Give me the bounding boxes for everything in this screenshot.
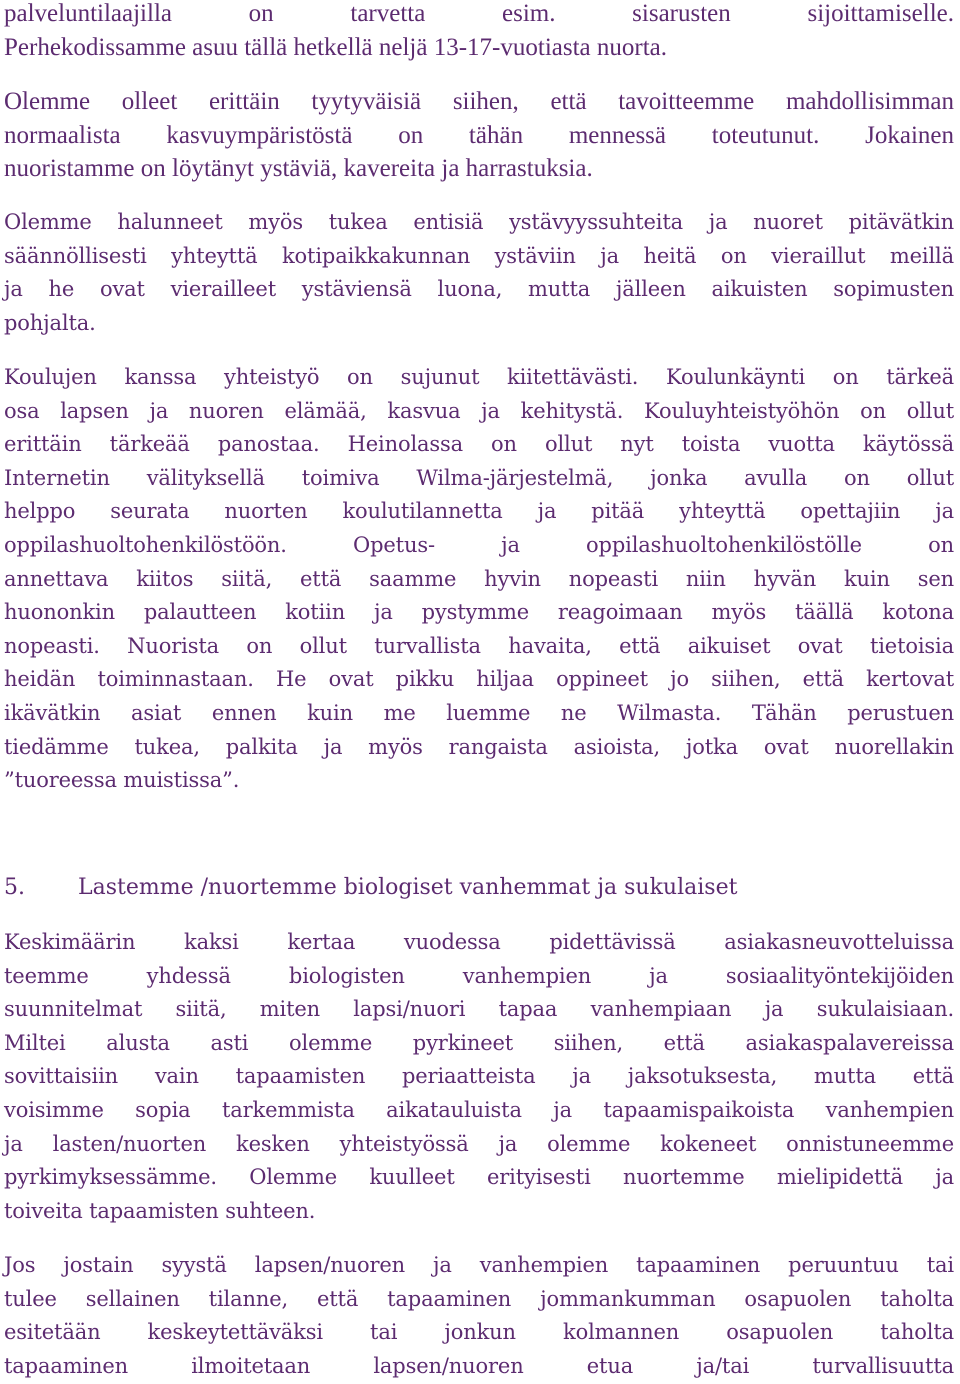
section-number: 5.	[4, 875, 25, 900]
text-line: helppo seurata nuorten koulutilannetta ja pitää yhteyttä opettajiin ja	[4, 499, 954, 524]
text-line: tulee sellainen tilanne, että tapaaminen jommankumman osapuolen taholta	[4, 1286, 954, 1311]
text-line: teemme yhdessä biologisten vanhempien ja sosiaalityöntekijöiden	[4, 963, 954, 988]
paragraph-satisfied	[4, 85, 954, 186]
text-line: heidän toiminnastaan. He ovat pikku hiljaa oppineet jo siihen, että kertovat	[4, 667, 954, 692]
text-line: Miltei alusta asti olemme pyrkineet siihen, että asiakaspalavereissa	[4, 1030, 954, 1055]
text-line: huononkin palautteen kotiin ja pystymme reagoimaan myös täällä kotona	[4, 600, 954, 625]
text-line: osa lapsen ja nuoren elämää, kasvua ja kehitystä. Kouluyhteistyöhön on ollut	[4, 398, 954, 423]
paragraph-cancel	[4, 1249, 954, 1383]
text-line: ja lasten/nuorten kesken yhteistyössä ja olemme kokeneet onnistuneemme	[4, 1131, 954, 1156]
text-line: palveluntilaajilla on tarvetta esim. sisarusten sijoittamiselle.	[4, 0, 954, 27]
text-line: toiveita tapaamisten suhteen.	[4, 1198, 316, 1223]
section-title: Lastemme /nuortemme biologiset vanhemmat ja sukulaiset	[78, 875, 738, 900]
text-line: pyrkimyksessämme. Olemme kuulleet erityisesti nuortemme mielipidettä ja	[4, 1165, 954, 1190]
text-line: ja he ovat vierailleet ystäviensä luona, mutta jälleen aikuisten sopimusten	[4, 277, 954, 302]
text-line: tiedämme tukea, palkita ja myös rangaista asioista, jotka ovat nuorellakin	[4, 734, 954, 759]
text-line: erittäin tärkeää panostaa. Heinolassa on ollut nyt toista vuotta käytössä	[4, 432, 954, 457]
text-line: nuoristamme on löytänyt ystäviä, kavereita ja harrastuksia.	[4, 155, 593, 183]
text-line: Olemme olleet erittäin tyytyväisiä siihen, että tavoitteemme mahdollisimman	[4, 88, 954, 115]
text-line: oppilashuoltohenkilöstöön. Opetus- ja oppilashuoltohenkilöstölle on	[4, 532, 954, 557]
text-line: sovittaisiin vain tapaamisten periaatteista ja jaksotuksesta, mutta että	[4, 1064, 954, 1089]
text-line: Olemme halunneet myös tukea entisiä ystävyyssuhteita ja nuoret pitävätkin	[4, 210, 954, 234]
text-line: Internetin välityksellä toimiva Wilma-järjestelmä, jonka avulla on ollut	[4, 465, 954, 490]
text-line: nopeasti. Nuorista on ollut turvallista havaita, että aikuiset ovat tietoisia	[4, 633, 954, 658]
text-line: esitetään keskeytettäväksi tai jonkun kolmannen osapuolen taholta	[4, 1320, 954, 1345]
paragraph-meetings	[4, 926, 954, 1228]
text-line: ”tuoreessa muistissa”.	[4, 768, 240, 793]
text-line: Keskimäärin kaksi kertaa vuodessa pidettävissä asiakasneuvotteluissa	[4, 930, 954, 954]
text-line: voisimme sopia tarkemmista aikatauluista ja tapaamispaikoista vanhempien	[4, 1097, 954, 1122]
paragraph-intro	[4, 0, 954, 64]
text-line: pohjalta.	[4, 310, 96, 335]
paragraph-schools	[4, 361, 954, 798]
text-line: säännöllisesti yhteyttä kotipaikkakunnan ystäviin ja heitä on vieraillut meillä	[4, 243, 954, 268]
text-line: Perhekodissamme asuu tällä hetkellä neljä 13-17-vuotiasta nuorta.	[4, 33, 668, 61]
text-line: Jos jostain syystä lapsen/nuoren ja vanhempien tapaaminen peruuntuu tai	[4, 1253, 954, 1277]
section-heading	[4, 871, 737, 905]
text-line: ikävätkin asiat ennen kuin me luemme ne Wilmasta. Tähän perustuen	[4, 700, 954, 725]
text-line: annettava kiitos siitä, että saamme hyvin nopeasti niin hyvän kuin sen	[4, 566, 954, 591]
text-line: tapaaminen ilmoitetaan lapsen/nuoren etua ja/tai turvallisuutta	[4, 1353, 954, 1378]
text-line: normaalista kasvuympäristöstä on tähän mennessä toteutunut. Jokainen	[4, 121, 954, 149]
text-line: suunnitelmat siitä, miten lapsi/nuori tapaa vanhempiaan ja sukulaisiaan.	[4, 997, 954, 1022]
paragraph-friendships	[4, 206, 954, 340]
text-line: Koulujen kanssa yhteistyö on sujunut kiitettävästi. Koulunkäynti on tärkeä	[4, 365, 954, 389]
